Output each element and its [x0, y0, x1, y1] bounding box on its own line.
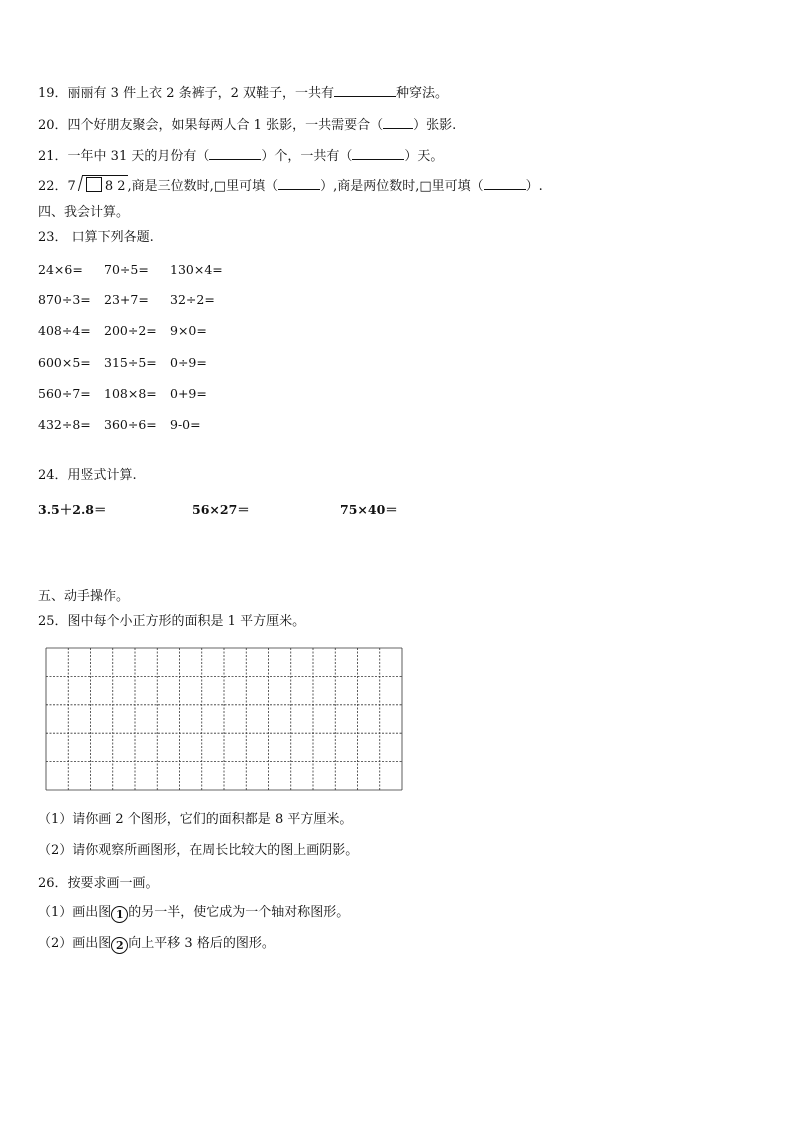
digit-box[interactable]: [86, 177, 102, 192]
q22-answer-blank-1[interactable]: [278, 177, 320, 190]
q24-item: 56×27＝: [192, 502, 250, 517]
q23-item: 432÷8=: [38, 417, 91, 432]
q23-title: 23． 口算下列各题.: [38, 230, 154, 245]
q26-sub-2: [38, 936, 275, 954]
question-19: [38, 84, 448, 102]
section-4-heading: 四、我会计算。: [38, 205, 130, 220]
q25-sub-2: （2）请你观察所画图形，在周长比较大的图上画阴影。: [38, 843, 359, 858]
q21-mid: ）个，一共有（: [261, 149, 353, 164]
q22-text-2: ）,商是两位数时,□里可填（: [320, 179, 484, 194]
q22-divisor: 7: [67, 179, 76, 194]
q26-title: 26．按要求画一画。: [38, 876, 159, 891]
q26-sub-1: [38, 905, 349, 923]
q23-item: 360÷6=: [104, 417, 157, 432]
q23-item: 0÷9=: [170, 355, 207, 370]
q26-sub-1-suffix: 的另一半，使它成为一个轴对称图形。: [128, 905, 350, 920]
q22-answer-blank-2[interactable]: [484, 177, 526, 190]
q23-item: 408÷4=: [38, 323, 91, 338]
q21-suffix: ）天。: [404, 149, 444, 164]
question-22: [38, 177, 543, 195]
q23-item: 600×5=: [38, 355, 91, 370]
long-division-bracket: [76, 177, 128, 195]
q23-item: 32÷2=: [170, 292, 215, 307]
q22-text-1: ,商是三位数时,□里可填（: [127, 179, 279, 194]
q20-text: 20．四个好朋友聚会，如果每两人合 1 张影，一共需要合（: [38, 118, 384, 133]
q23-item: 130×4=: [170, 262, 223, 277]
q21-text: 21．一年中 31 天的月份有（: [38, 149, 210, 164]
q23-item: 870÷3=: [38, 292, 91, 307]
q22-text-3: ）.: [525, 179, 543, 194]
q19-suffix: 种穿法。: [396, 86, 449, 101]
q22-num: 22．: [38, 179, 68, 194]
q23-item: 315÷5=: [104, 355, 157, 370]
q23-item: 9-0=: [170, 417, 201, 432]
q24-item: 3.5＋2.8＝: [38, 502, 107, 517]
q26-sub-2-prefix: （2）画出图: [38, 936, 112, 951]
question-21: [38, 147, 443, 165]
q21-answer-blank-2[interactable]: [352, 147, 404, 160]
q20-answer-blank[interactable]: [383, 116, 413, 129]
q19-text: 19．丽丽有 3 件上衣 2 条裤子，2 双鞋子，一共有: [38, 86, 335, 101]
q19-answer-blank[interactable]: [334, 84, 396, 97]
q26-sub-2-suffix: 向上平移 3 格后的图形。: [128, 936, 275, 951]
q24-item: 75×40＝: [340, 502, 398, 517]
q23-item: 24×6=: [38, 262, 83, 277]
q23-item: 560÷7=: [38, 386, 91, 401]
q23-item: 200÷2=: [104, 323, 157, 338]
q25-sub-1: （1）请你画 2 个图形，它们的面积都是 8 平方厘米。: [38, 812, 353, 827]
q21-answer-blank-1[interactable]: [209, 147, 261, 160]
q20-suffix: ）张影.: [413, 118, 457, 133]
question-20: [38, 116, 456, 134]
figure-1-marker: 1: [111, 906, 128, 923]
section-5-heading: 五、动手操作。: [38, 589, 130, 604]
square-grid[interactable]: [45, 647, 403, 791]
q23-item: 23+7=: [104, 292, 149, 307]
q22-dividend-digits: 8 2: [104, 179, 126, 194]
q26-sub-1-prefix: （1）画出图: [38, 905, 112, 920]
q23-item: 70÷5=: [104, 262, 149, 277]
q25-title: 25．图中每个小正方形的面积是 1 平方厘米。: [38, 614, 306, 629]
q23-item: 0+9=: [170, 386, 207, 401]
q24-title: 24．用竖式计算.: [38, 468, 137, 483]
q23-item: 9×0=: [170, 323, 207, 338]
figure-2-marker: 2: [111, 937, 128, 954]
q23-item: 108×8=: [104, 386, 157, 401]
